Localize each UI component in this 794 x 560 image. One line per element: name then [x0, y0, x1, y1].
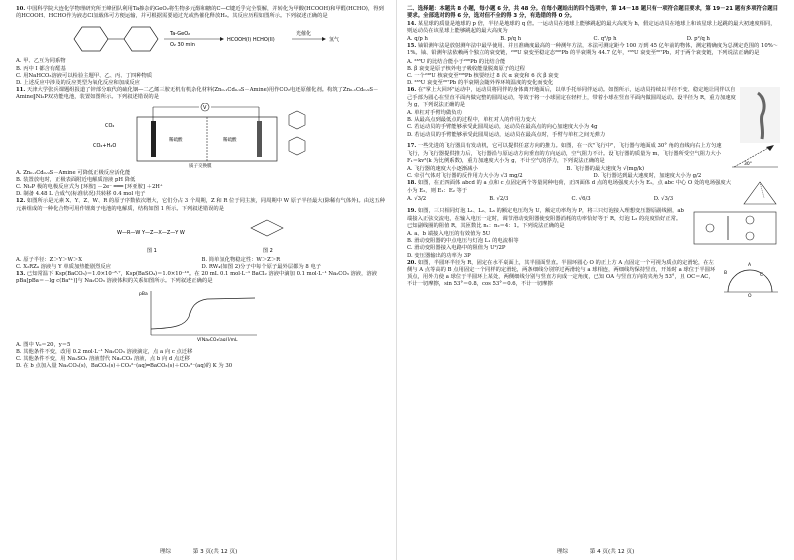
- semicircle-ring: [728, 270, 772, 292]
- option: D. RW₄(如图 2)分子中每个原子最外层都为 8 电子: [201, 264, 322, 271]
- tetrahedron-figure: [740, 180, 780, 208]
- flight-path: [734, 147, 770, 167]
- option: A. 图中 V₀＝20，y＝5: [16, 341, 71, 348]
- question-10: [16, 6, 387, 20]
- option: D. ²³⁵U 衰变至²⁰⁷Pb 的半衰期会随外界环境温度的变化而变化: [407, 80, 554, 87]
- hydrogen-label: 氢气: [328, 37, 339, 44]
- sugar-ring-1: [74, 27, 108, 51]
- option: C. 用NaHCO₃溶液可以检验主题甲、乙、丙、丁四种物质: [16, 72, 153, 79]
- option: A. ²³⁸U 的比结合能小于²⁰⁶Pb 的比结合能: [407, 58, 506, 65]
- option: D. 飞行器达到最大速度时，加速度大小为 g/2: [593, 173, 702, 180]
- voltmeter-label: V: [202, 104, 206, 111]
- question-text: 中国科学院大连化学物理研究所王峰团队利用Ta掺杂的GeO₂将生物多元醇和糖的C—C键近乎完全裂解，并转化为甲酸(HCOOH)和甲醛(HCHO)，得到的HCOOH、HCHO作为液态Cl氢载体可方便运输，并可根据需要通过光或热催化释放H₂。其反应历程如图所示。下列叙述正确的是: [16, 6, 384, 20]
- option: C. 一个²³⁸U 核衰变至²⁰⁶Pb 核要经过 8 次 α 衰变和 6 次 β 衰变: [407, 73, 559, 80]
- option-row: [407, 196, 736, 203]
- question-text: 已知常温下 Ksp(BaCO₃)＝1.0×10⁻⁸·⁷，Ksp(BaSO₄)＝1.0×10⁻¹⁰。在 20 mL 0.1 mol·L⁻¹ BaCl₂ 溶液中滴加 0.1 mol·L⁻¹ Na₂CO₃ 溶液，溶液 pBa[pBa＝－lg c(Ba²⁺)]与 Na₂CO₃ 溶液体积的关系如图所示。下列叙述正确的是: [16, 271, 377, 285]
- question-11: [16, 87, 387, 101]
- reagent-label: O₂ 30 min: [169, 42, 195, 49]
- option: A. 甲、乙互为同系物: [16, 58, 66, 65]
- option: A. a、b 端接入电压的有效值为 5U: [407, 231, 491, 238]
- page-footer: [397, 547, 794, 555]
- question-14: [407, 21, 780, 35]
- amine-molecule-top: [289, 111, 305, 129]
- question-15: [407, 43, 780, 57]
- x-axis-label: V[Na₂CO₃(aq)]/mL: [196, 337, 238, 341]
- option: B. √2/3: [489, 195, 509, 202]
- option: D. 制备 4.48 L 合成气(标准状况)共转移 0.4 mol 电子: [16, 191, 146, 198]
- question-number: 18.: [407, 180, 417, 187]
- membrane-label: 质子交换膜: [188, 163, 211, 169]
- products-label: HCOOH(I) HCHO(II): [226, 37, 275, 44]
- option: B. 从最高点到最低点的过程中，单杠对人的作用力变大: [407, 117, 537, 124]
- structure-figures: [77, 214, 327, 256]
- option: C. X₂RZ₄ 溶液与 Y 单质加热能剧烈反应: [16, 264, 112, 271]
- pba-curve: [151, 298, 255, 329]
- option: B. 飞行器的最大速度为 √(mg/k): [566, 166, 645, 173]
- footer-page: 第 3 页(共 12 页): [192, 549, 238, 555]
- option: A. 飞行器的速度大小逐渐减小: [407, 166, 478, 173]
- electrolyte-left: 稀硫酸: [168, 137, 182, 143]
- structure-formula: W—R—W Y—Z—X—Z—Y W: [116, 229, 185, 236]
- question-number: 10.: [16, 6, 26, 12]
- option: B. 其他条件不变，改用 0.2 mol·L⁻¹ Na₂CO₃ 溶液滴定，点 a 向 c 点迁移: [16, 348, 193, 355]
- question-number: 19.: [407, 208, 417, 215]
- question-number: 17.: [407, 143, 417, 150]
- figure-1-label: 图 1: [146, 247, 157, 254]
- option: C. 其他条件不变，用 Na₂SO₃ 溶液替代 Na₂CO₃ 溶液，点 b 向 d 点迁移: [16, 356, 190, 363]
- angle-label: 30°: [744, 162, 752, 168]
- option: C. √6/3: [571, 195, 591, 202]
- question-number: 15.: [407, 43, 417, 50]
- co2-inlet-label: CO₂: [104, 122, 114, 129]
- option-row: [16, 257, 387, 264]
- point-a-label: A: [748, 262, 752, 268]
- option: C. 滑动变阻器接入电路中的阻值为 U²/2P: [407, 245, 506, 252]
- question-text: 天津大学张兵课题组报道了锌部分取代的硫化铟—二乙烯三胺无机有机杂化材料(Zn₀.₁Cd₀.₉S－Amine)用作CO₂电还原催化剂。构筑了Zn₀.₁Cd₀.₉S－Amine‖Ni₂P双功能电池，装置如图所示。下列叙述错误的是: [16, 87, 379, 101]
- transformer-circuit: [690, 208, 780, 248]
- lamp-icon-3: [746, 232, 754, 240]
- tetrahedron-outline: [744, 182, 776, 204]
- option: C. q²/p h: [593, 36, 617, 42]
- option: B. p/q h: [500, 36, 522, 42]
- option: A. 单杠对手臂均做负功: [407, 110, 462, 117]
- electrolyte-right: 稀硫酸: [222, 137, 236, 143]
- option: C. 牵引气体对飞行器的反作用力大小为 √3 mg/2: [407, 173, 523, 180]
- option: C. Ni₂P 极的电极反应式为 [环胺] －2e⁻ ═══ [环亚胺] ＋2H⁺: [16, 184, 163, 191]
- outlet-label: CO₂+H₂O: [92, 142, 116, 149]
- option: A. Zn₀.₁Cd₀.₉S－Amine 可降低正极反应活化能: [16, 169, 131, 176]
- y-axis-label: pBa: [138, 291, 148, 297]
- light-label: 光催化: [295, 31, 311, 38]
- question-18: [407, 180, 780, 194]
- arrowhead-2: [322, 37, 326, 41]
- option: D. 上述反应中涉及的反应类型为氧化反应和加成反应: [16, 80, 140, 87]
- option: A. √3/2: [407, 195, 427, 202]
- question-12: [16, 198, 387, 212]
- aircraft-icon: [766, 145, 774, 151]
- option: D. 在 b 点加入量 Na₂CO₃(s)，BaCO₃(s)＋CO₃²⁻(aq)═BaCO₃(s)＋CO₃²⁻(aq)的 K 为 30: [16, 363, 233, 370]
- rw4-molecule: [251, 220, 283, 236]
- question-text: 如图所示是元素 X、Y、Z、W、R 的原子序数依次增大，它们分占 3 个周期，Z 和 R 位于同主族，同周期中 W 原子半径最大(除稀有气体外)。由这五种元素组成的一种化合物可用作锂离子电池的电解质，结构如图 1 所示。下列叙述错误的是: [16, 198, 385, 212]
- section-header: 二、选择题：本题共 8 小题，每小题 6 分，共 48 分。在每小题给出的四个选项中，第 14－18 题只有一项符合题目要求，第 19－21 题有多项符合题目要求。全部选对的得 6 分，选对但不全的得 3 分，有选错的得 0 分。: [407, 6, 779, 20]
- option: D. √3/3: [653, 195, 674, 202]
- question-17: [407, 143, 780, 168]
- option: D. 若运动员的手臂能够承受此圆周运动，运动员在最高点时，手臂与单杠之间无弹力: [407, 131, 606, 138]
- point-b-label: B: [724, 270, 728, 276]
- option: B. 滑动变阻器的中点电压与灯泡 L₁ 的电流相等: [407, 238, 519, 245]
- semicircle-figure: [720, 260, 780, 298]
- footer-subject: 理综: [556, 549, 568, 555]
- left-electrode: [151, 121, 156, 157]
- arrowhead-1: [220, 37, 224, 41]
- question-number: 20.: [407, 259, 417, 266]
- right-electrode: [257, 121, 262, 157]
- option: B. 装置放电时，正极表面附近电解质溶液 pH 降低: [16, 176, 136, 183]
- question-text: 如图，半圆环半径为 R，固定在水平桌面上，其半圆面竖直。半圆环圆心 O 的正上方 A 点固定一个可视为质点的定滑轮，在左侧与 A 点等高的 B 点用固定一个同样的定滑轮，两条细线分别穿过两滑轮与 a 球相连，两细线均保持竖直，开始时 a 球位于半圆环顶点，用外力使 a 球位于半圆环上某处，两侧细线分别与竖直方向成一定角度，已知 OA 与竖直方向的夹角为 53°，且 OC＝AC，不计一切摩擦，sin 53°＝0.8，cos 53°＝0.6，不计一切摩擦: [407, 259, 716, 288]
- page-footer: [0, 547, 397, 555]
- point-o-label: O: [748, 293, 752, 298]
- option: A. 原子半径：Z＞Y＞W＞X: [16, 256, 82, 263]
- option: B. β 衰变是原子核外电子吸收能量脱离原子的过程: [407, 65, 525, 72]
- question-number: 13.: [16, 271, 26, 278]
- titration-curve: [137, 287, 267, 341]
- question-text: 铀铅测年法是放射测年法中最早使用、并且准确度最高的一种测年方法，本法可测定距今 100 万到 45 亿年前的物体，测定精确度为总测定范围的 10%～1%。铀、铅测年法依赖两个独立的衰变链，²³⁸U 衰变至稳定态²⁰⁶Pb 的半衰期为 44.7 亿年，²³⁵U 衰变至²⁰⁷Pb，对于两个衰变链，下列说法正确的是: [407, 43, 779, 57]
- question-text: 如图，在正四面体 abcd 的 a 点和 c 点固定两个等量同种电荷，正四面体 d 点的电场强度大小为 E₁，点 abc 中心 O 处的电场强度大小为 E₂，则 E₁：E₂ 等于: [407, 180, 732, 194]
- option: B. 简单氢化物稳定性：W＞Z＞R: [201, 256, 281, 263]
- option: D. p²/q h: [686, 36, 710, 42]
- question-number: 16.: [407, 87, 417, 94]
- lamp-icon-2: [746, 216, 754, 224]
- question-text: 如图，三只相同灯泡 L₁、L₂、L₃ 的额定电压均为 U，额定功率均为 P，将三只灯泡接入理想变压器原副线圈，ab 端接入正弦交流电，在输入电压一定时，调节滑动变阻器使变阻器消耗的功率恰好等于 R，灯泡 L₃ 的亮度恰好正常。已知副线圈的阻值 R，其匝数比 n₁：n₂＝4：1。下列说法正确的是: [407, 208, 684, 229]
- aircraft-figure: [730, 143, 780, 169]
- question-13: [16, 271, 387, 285]
- question-text: 一些先进的飞行器具有发动机，它可以提供任意方向的推力。如图，在一次"飞行中"，飞行器与地面成 30° 角的直线向右上方匀速飞行，为飞行器提供推力后，飞行器沿与原运动方向垂直的方向运动，空气阻力不计。设飞行器的质量为 m，飞行器所受空气阻力大小 F₁＝kv²(k 为比例系数)，重力加速度大小为 g，不计空气的浮力，下列说法正确的是: [407, 143, 722, 164]
- catalyst-label: Ta-GeO₂: [169, 31, 190, 38]
- option: B. 丙中 I 都含有醛基: [16, 65, 66, 72]
- question-number: 11.: [16, 87, 26, 94]
- lamp-icon-1: [706, 224, 714, 232]
- question-number: 14.: [407, 20, 417, 27]
- page-4: [397, 0, 794, 560]
- gymnast-figure: [740, 87, 780, 143]
- glucose-reaction-figure: [52, 21, 352, 57]
- sugar-ring-2: [124, 27, 158, 51]
- question-number: 12.: [16, 198, 26, 205]
- imine-molecule-bottom: [289, 137, 305, 155]
- option: D. 变压器输出的功率为 3P: [407, 252, 471, 259]
- footer-subject: 理综: [159, 549, 171, 555]
- point-c-label: C: [760, 272, 764, 278]
- figure-2-label: 图 2: [262, 247, 273, 254]
- footer-page: 第 4 页(共 12 页): [589, 549, 635, 555]
- question-16: [407, 87, 780, 109]
- battery-figure: [77, 103, 327, 169]
- option: A. q/p h: [407, 36, 428, 42]
- question-text: 某星球的质量是地球的 p 倍，半径是地球的 q 倍。一运动员在地球上能够跳起的最大高度为 h，假定运动员在地球上和该星球上起跳的最大初速度相同，则运动员在该星球上能够跳起的最大高度为: [407, 20, 776, 34]
- option: C. 若运动员的手臂能够承受此圆周运动，运动员在最高点的向心加速度大小为 4g: [407, 124, 598, 131]
- question-text: 在"掌上大回环"运动中，运动员将同伴的身体离开地面后，以单手托举同伴运动。如图所示，运动员持续以半径不变、稳定地让同伴以自己手部为圆心在竖直平面内做完整的圆周运动，等效于将一小球固定在轻杆上，带着小球在竖直平面内做圆周运动。设半径为 R，重力加速度为 g，下列说法正确的是: [407, 87, 736, 108]
